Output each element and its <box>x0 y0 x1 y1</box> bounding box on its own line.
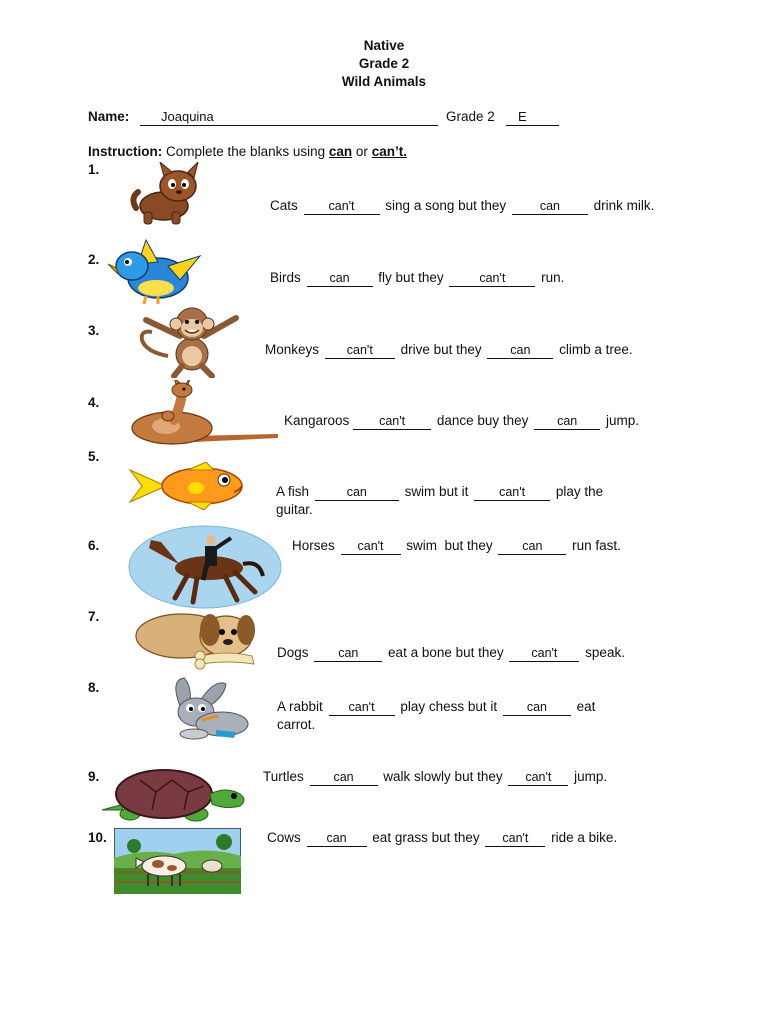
bird-icon <box>108 236 203 306</box>
instruction-label: Instruction: <box>88 144 163 159</box>
sentence-text: A fish <box>276 484 310 499</box>
sentence-9 <box>263 769 607 786</box>
item-number: 9. <box>88 769 100 784</box>
sentence-5-continued: guitar. <box>276 502 313 517</box>
sentence-text: Monkeys <box>265 342 320 357</box>
monkey-icon <box>132 306 252 378</box>
item-number: 3. <box>88 323 100 338</box>
sentence-text: play chess but it <box>400 699 498 714</box>
sentence-6 <box>292 538 621 555</box>
answer-blank: can <box>487 343 553 359</box>
cat-icon <box>128 162 210 226</box>
sentence-10 <box>267 830 617 847</box>
sentence-text: Cows <box>267 830 301 845</box>
rabbit-icon <box>140 676 268 742</box>
worksheet-title-topic: Wild Animals <box>341 74 427 89</box>
sentence-text: ride a bike. <box>551 830 618 845</box>
answer-blank: can't <box>353 414 431 430</box>
grade-label: Grade 2 <box>446 109 495 124</box>
turtle-icon <box>100 764 250 828</box>
answer-blank: can't <box>304 199 380 215</box>
answer-blank: can <box>512 199 588 215</box>
answer-blank: can <box>307 831 367 847</box>
sentence-text: drive but they <box>400 342 482 357</box>
dog-icon <box>130 606 266 670</box>
item-number: 2. <box>88 252 100 267</box>
answer-blank: can <box>534 414 600 430</box>
instruction-word-cant: can’t. <box>371 144 407 159</box>
sentence-text: climb a tree. <box>559 342 633 357</box>
sentence-text: Dogs <box>277 645 309 660</box>
answer-blank: can <box>315 485 399 501</box>
answer-blank: can <box>310 770 378 786</box>
horse-rider-icon <box>127 524 283 610</box>
item-number: 7. <box>88 609 100 624</box>
answer-blank: can <box>314 646 382 662</box>
instruction <box>88 144 407 160</box>
instruction-or: or <box>355 144 368 159</box>
name-value: Joaquina <box>161 109 214 124</box>
instruction-word-can: can <box>328 144 353 159</box>
answer-blank: can't <box>329 700 395 716</box>
fish-icon <box>128 462 250 510</box>
answer-blank: can't <box>508 770 568 786</box>
sentence-text: sing a song but they <box>385 198 507 213</box>
answer-blank: can <box>307 271 373 287</box>
sentence-text: A rabbit <box>277 699 323 714</box>
sentence-8 <box>277 699 595 716</box>
answer-blank: can't <box>449 271 535 287</box>
item-number: 10. <box>88 830 107 845</box>
sentence-1 <box>270 198 654 215</box>
sentence-text: Kangaroos <box>284 413 350 428</box>
sentence-text: eat a bone but they <box>388 645 504 660</box>
answer-blank: can't <box>509 646 579 662</box>
sentence-text: drink milk. <box>593 198 655 213</box>
sentence-text: fly but they <box>378 270 444 285</box>
sentence-text: speak. <box>585 645 625 660</box>
answer-blank: can't <box>325 343 395 359</box>
sentence-text: swim but they <box>406 538 493 553</box>
answer-blank: can <box>498 539 566 555</box>
name-label: Name: <box>88 109 130 124</box>
sentence-text: walk slowly but they <box>383 769 503 784</box>
worksheet-title-grade: Grade 2 <box>358 56 410 71</box>
item-number: 5. <box>88 449 100 464</box>
sentence-text: dance buy they <box>436 413 529 428</box>
section-field <box>506 109 559 126</box>
sentence-text: swim but it <box>404 484 469 499</box>
sentence-text: jump. <box>605 413 639 428</box>
sentence-2 <box>270 270 564 287</box>
sentence-text: eat <box>576 699 596 714</box>
sentence-text: eat grass but they <box>372 830 480 845</box>
sentence-text: Turtles <box>263 769 304 784</box>
sentence-text: Horses <box>292 538 335 553</box>
answer-blank: can't <box>474 485 550 501</box>
kangaroo-icon <box>130 380 280 448</box>
answer-blank: can <box>503 700 571 716</box>
sentence-4 <box>284 413 639 430</box>
sentence-text: Birds <box>270 270 301 285</box>
item-number: 8. <box>88 680 100 695</box>
instruction-text: Complete the blanks using <box>166 144 326 159</box>
sentence-7 <box>277 645 625 662</box>
item-number: 1. <box>88 162 100 177</box>
worksheet-title-native: Native <box>363 38 405 53</box>
sentence-3 <box>265 342 633 359</box>
sentence-8-continued: carrot. <box>277 717 316 732</box>
sentence-text: run. <box>541 270 565 285</box>
sentence-text: play the <box>555 484 604 499</box>
sentence-text: Cats <box>270 198 298 213</box>
sentence-text: jump. <box>574 769 608 784</box>
item-number: 4. <box>88 395 100 410</box>
section-value: E <box>518 109 527 124</box>
cow-icon <box>114 828 241 894</box>
sentence-5 <box>276 484 603 501</box>
answer-blank: can't <box>485 831 545 847</box>
sentence-text: run fast. <box>572 538 621 553</box>
answer-blank: can't <box>341 539 401 555</box>
name-field <box>140 109 438 126</box>
item-number: 6. <box>88 538 100 553</box>
